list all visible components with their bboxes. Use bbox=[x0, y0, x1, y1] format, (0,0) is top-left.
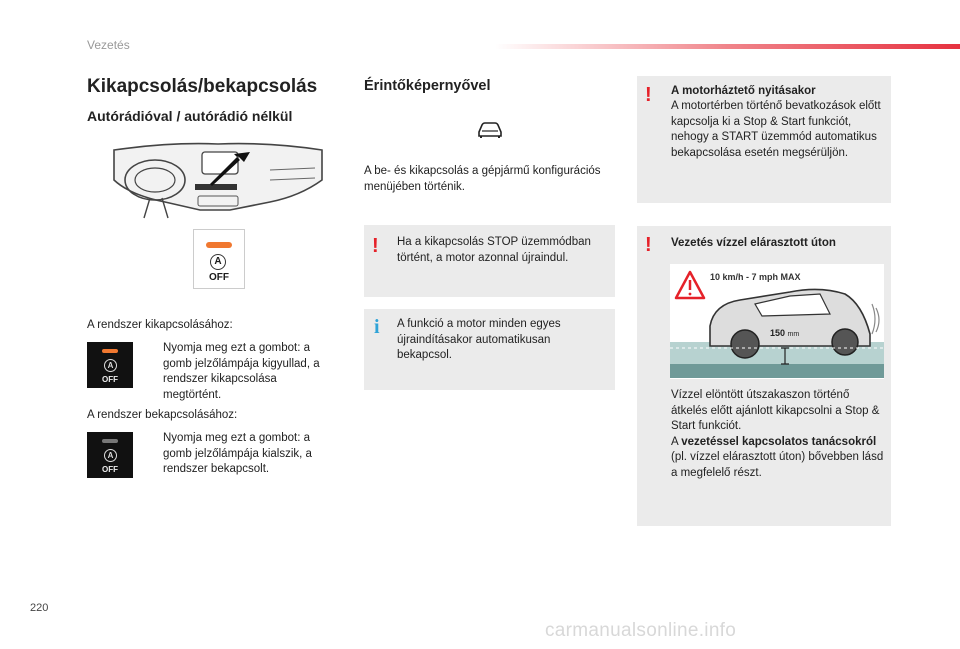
info-text: A funkció a motor minden egyes újraindításakor automatikusan bekapcsol. bbox=[397, 318, 561, 361]
warning-icon: ! bbox=[645, 234, 652, 256]
touchscreen-title: Érintőképernyővel bbox=[364, 78, 491, 94]
hood-title: A motorháztető nyitásakor bbox=[671, 85, 816, 97]
flooded-road-illustration bbox=[670, 264, 884, 379]
footer-watermark: carmanualsonline.info bbox=[545, 620, 737, 641]
off-label: OFF bbox=[209, 272, 229, 283]
water-text-2-suffix: (pl. vízzel elárasztott úton) bővebben lásd a megfelelő részt. bbox=[671, 451, 884, 479]
section-subtitle: Autórádióval / autórádió nélkül bbox=[87, 108, 293, 124]
warning-box-stop bbox=[364, 225, 615, 297]
car-icon bbox=[476, 120, 504, 140]
warning-icon: ! bbox=[372, 235, 379, 257]
step-activate: Nyomja meg ezt a gombot: a gomb jelzőlámpája kialszik, a rendszer bekapcsolt. bbox=[163, 432, 312, 475]
touchscreen-text: A be- és kikapcsolás a gépjármű konfigurációs menüjében történik. bbox=[364, 165, 601, 193]
off-label: OFF bbox=[102, 465, 118, 474]
hood-text: A motortérben történő bevatkozások előtt kapcsolja ki a Stop & Start funkciót, nehogy a START üzemmód automatikus bekapcsolása esetén megsérüljön. bbox=[671, 100, 881, 159]
step-deactivate: Nyomja meg ezt a gombot: a gomb jelzőlámpája kigyullad, a rendszer kikapcsolása megtörtént. bbox=[163, 342, 320, 401]
intro-deactivate: A rendszer kikapcsolásához: bbox=[87, 319, 233, 331]
off-button-led-off bbox=[87, 432, 133, 478]
off-label: OFF bbox=[102, 375, 118, 384]
section-header: Vezetés bbox=[87, 38, 130, 52]
dashboard-illustration bbox=[110, 140, 325, 220]
auto-a-icon: A bbox=[104, 359, 117, 372]
auto-a-icon: A bbox=[104, 449, 117, 462]
button-led bbox=[206, 242, 232, 248]
speed-limit-label: 10 km/h - 7 mph MAX bbox=[710, 272, 801, 282]
led-off-indicator bbox=[102, 439, 118, 443]
water-text-2-bold: vezetéssel kapcsolatos tanácsokról bbox=[681, 435, 877, 448]
water-text-1: Vízzel elöntött útszakaszon történő átkelés előtt ajánlott kikapcsolni a Stop & Start funkciót. bbox=[671, 389, 880, 432]
water-text bbox=[671, 388, 885, 481]
off-button-led-on bbox=[87, 342, 133, 388]
warning-icon: ! bbox=[645, 84, 652, 106]
page-title: Kikapcsolás/bekapcsolás bbox=[87, 76, 318, 97]
depth-value: 150 mm bbox=[770, 328, 800, 338]
warning-box-hood bbox=[637, 76, 891, 203]
water-text-2-prefix: A bbox=[671, 435, 682, 448]
water-title: Vezetés vízzel elárasztott úton bbox=[671, 237, 836, 249]
intro-activate: A rendszer bekapcsolásához: bbox=[87, 409, 238, 421]
info-icon: i bbox=[374, 316, 380, 338]
led-on-indicator bbox=[102, 349, 118, 353]
header-accent-line bbox=[495, 44, 960, 49]
info-box bbox=[364, 309, 615, 390]
warning-text-stop: Ha a kikapcsolás STOP üzemmódban történt, a motor azonnal újraindul. bbox=[397, 236, 591, 264]
warning-box-water bbox=[637, 226, 891, 526]
auto-a-icon: A bbox=[210, 254, 226, 270]
page-number: 220 bbox=[30, 602, 49, 614]
stop-start-button-illustration bbox=[193, 229, 245, 289]
